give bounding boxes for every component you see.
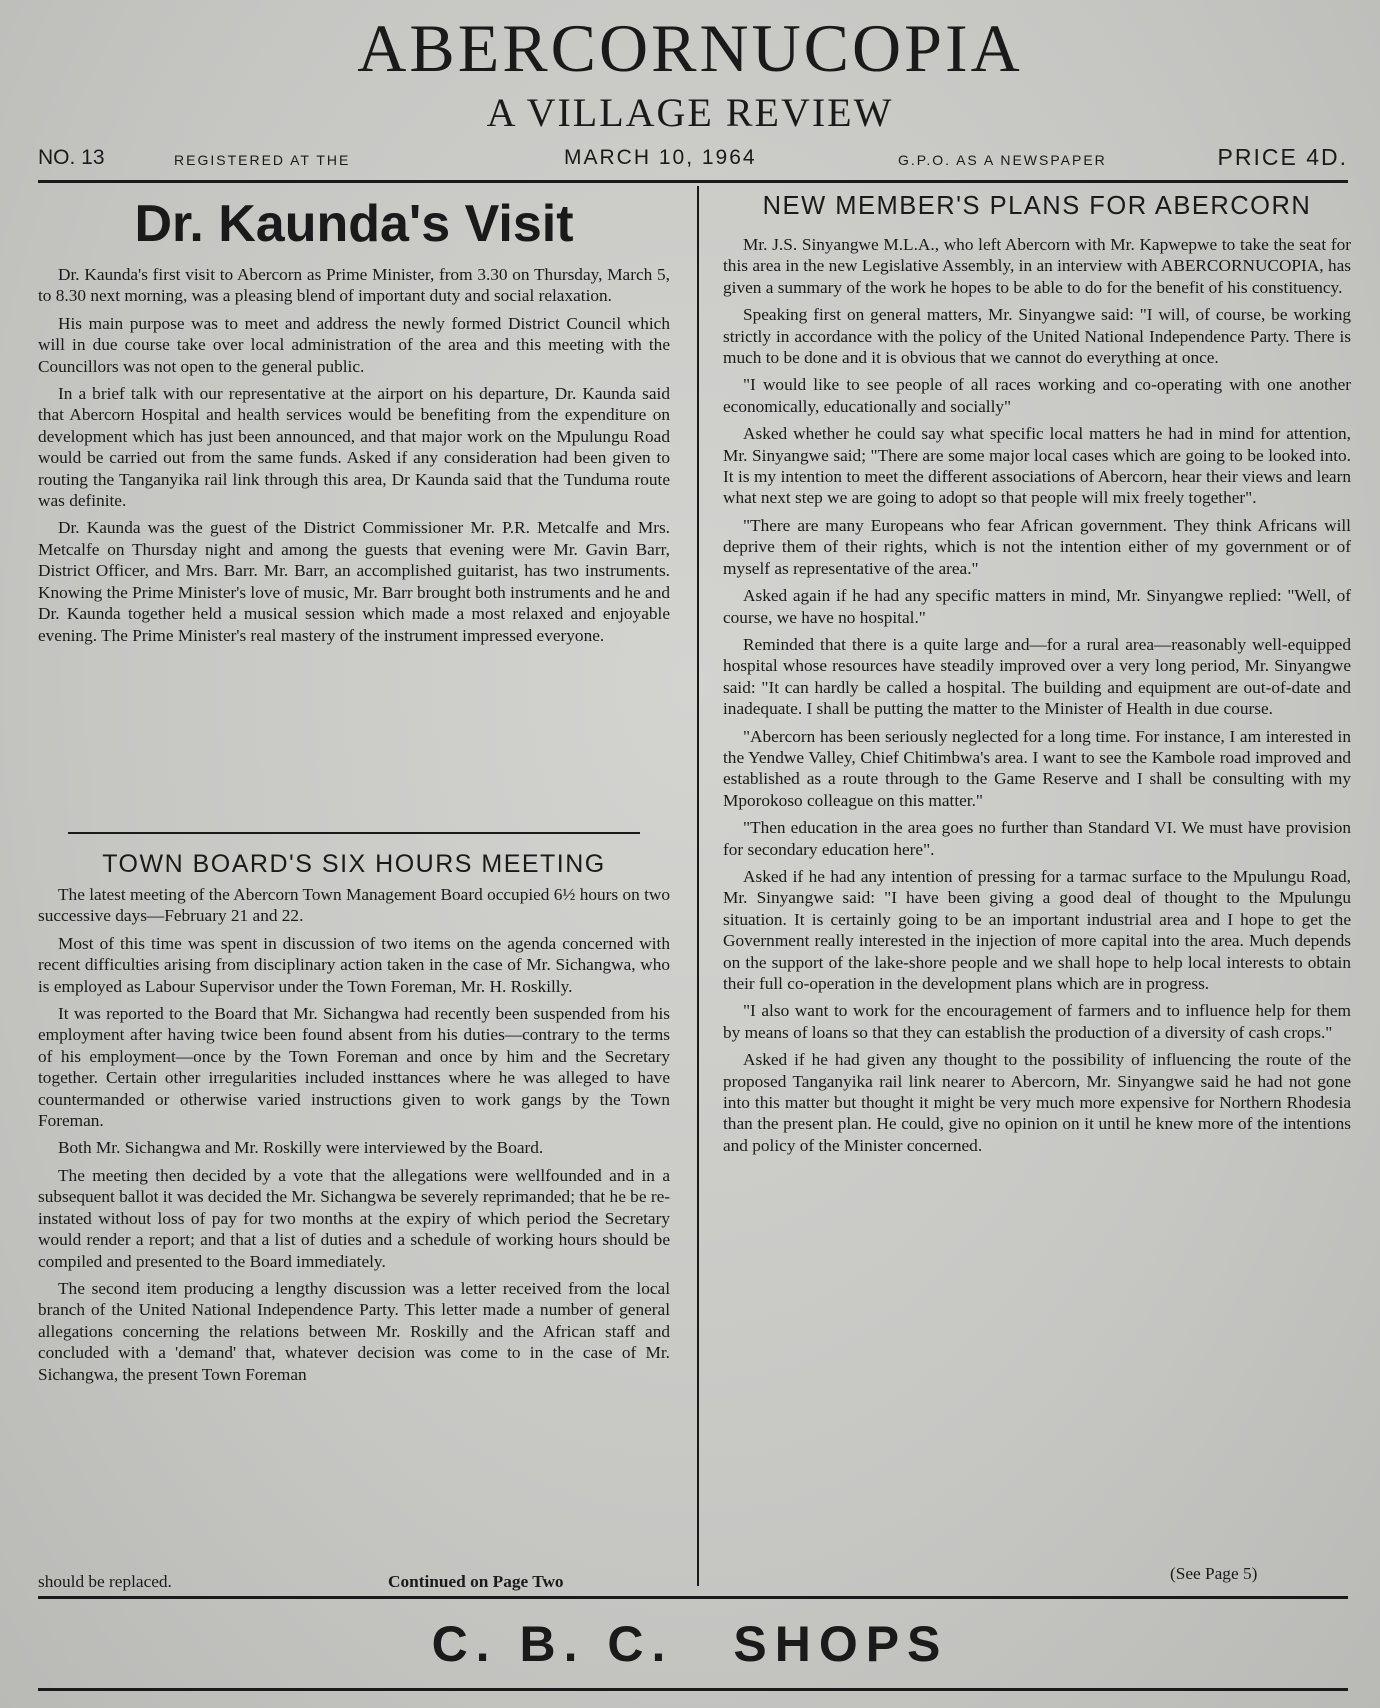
townboard-last-line: should be replaced. (38, 1572, 172, 1591)
issue-date: MARCH 10, 1964 (564, 146, 757, 169)
gpo-note: G.P.O. AS A NEWSPAPER (898, 152, 1107, 168)
footer-bottom-rule (38, 1688, 1348, 1691)
member-article-body (723, 234, 1351, 1156)
kaunda-headline: Dr. Kaunda's Visit (134, 195, 574, 253)
footer-top-rule (38, 1596, 1348, 1599)
kaunda-article-body (38, 264, 670, 646)
kaunda-paragraph: Dr. Kaunda's first visit to Abercorn as Prime Minister, from 3.30 on Thursday, March 5, to 8.30 next morning, was a pleasing blend of important duty and social relaxation. (38, 265, 670, 306)
issue-number: NO. 13 (38, 146, 105, 169)
member-paragraph: Asked if he had any intention of pressing for a tarmac surface to the Mpulungu Road, Mr. Sinyangwe said: "I have been giving a good deal of thought to the Mpulungu situation. It is certainly going to be an important industrial area and I hope to get the Government really interested in the injection of more capital into the area. Much depends on the support of the lake-shore people and we shall hope to help local interests to obtain their full co-operation in the development plans which are in progress. (723, 866, 1351, 993)
townboard-paragraph: The second item producing a lengthy discussion was a letter received from the local branch of the United National Independence Party. This letter made a number of general allegations concerning the relations between Mr. Roskilly and the African staff and concluded with a 'demand' that, whatever decision was come to in the case of Mr. Sichangwa, the present Town Foreman (38, 1278, 670, 1384)
townboard-headline: TOWN BOARD'S SIX HOURS MEETING (102, 850, 606, 878)
continued-on-page-link[interactable]: Continued on Page Two (388, 1572, 564, 1591)
townboard-article-body (38, 884, 670, 1385)
kaunda-paragraph: In a brief talk with our representative at the airport on his departure, Dr. Kaunda said that Abercorn Hospital and health services would be benefiting from the expenditure on development which has just been announced, and that major work on the Mpulungu Road would be carried out from the same funds. Asked if any consideration had been given to routing the Tanganyika rail link through this area, Dr Kaunda said that the Tunduma route was definite. (38, 384, 670, 511)
ad-brand: C. B. C. (431, 1616, 674, 1672)
townboard-paragraph: The latest meeting of the Abercorn Town Management Board occupied 6½ hours on two successive days—February 21 and 22. (38, 885, 670, 926)
member-paragraph: Reminded that there is a quite large and—for a rural area—reasonably well-equipped hospital whose resources have steadily improved over a very long period, Mr. Sinyangwe said: "It can hardly be called a hospital. The building and equipment are out-of-date and inadequate. I shall be putting the matter to the Minister of Health in due course. (723, 634, 1351, 719)
member-paragraph: "Then education in the area goes no further than Standard VI. We must have provision for secondary education here". (723, 818, 1351, 859)
footer-advertisement (0, 1612, 1380, 1676)
member-paragraph: Asked again if he had any specific matters in mind, Mr. Sinyangwe replied: "Well, of course, we have no hospital." (723, 586, 1351, 627)
column-divider (697, 186, 699, 1586)
continued-line (38, 1572, 670, 1592)
ad-shops: SHOPS (733, 1616, 949, 1672)
member-paragraph: "I also want to work for the encouragement of farmers and to influence help for them by means of loans so that they can establish the production of a diversity of cash crops." (723, 1001, 1351, 1042)
townboard-paragraph: The meeting then decided by a vote that the allegations were wellfounded and in a subsequent ballot it was decided the Mr. Sichangwa be severely reprimanded; that he be re-instated without loss of pay for two months at the expiry of which period the Secretary would render a report; and that a list of duties and a schedule of working hours should be compiled and presented to the Board immediately. (38, 1165, 670, 1271)
issue-info-bar (38, 142, 1348, 176)
member-headline: NEW MEMBER'S PLANS FOR ABERCORN (762, 192, 1312, 220)
member-paragraph: Mr. J.S. Sinyangwe M.L.A., who left Abercorn with Mr. Kapwepwe to take the seat for this area in the new Legislative Assembly, in an interview with ABERCORNUCOPIA, has given a summary of the work he hopes to be able to do for the benefit of his constituency. (723, 235, 1351, 297)
masthead-rule (38, 180, 1348, 183)
masthead-subtitle: A VILLAGE REVIEW (486, 90, 894, 135)
townboard-paragraph: It was reported to the Board that Mr. Sichangwa had recently been suspended from his employment after having twice been found absent from his duties—contrary to the terms of his employment—once by the Town Foreman and once by him and the Secretary together. Certain other irregularities included insttances where he was alleged to have countermanded or otherwise varied instructions given to work gangs by the Town Foreman. (38, 1004, 670, 1131)
registered-note: REGISTERED AT THE (174, 152, 351, 168)
masthead-title: ABERCORNUCOPIA (357, 10, 1023, 86)
member-paragraph: Asked if he had given any thought to the possibility of influencing the route of the proposed Tanganyika rail link nearer to Abercorn, Mr. Sinyangwe said he had not gone into this matter but thought it might be very much more expensive for Northern Rhodesia than the present plan. He could, give no opinion on it until he knew more of the intentions and policy of the Minister concerned. (723, 1050, 1351, 1155)
article-separator-rule (68, 832, 640, 834)
member-paragraph: Speaking first on general matters, Mr. Sinyangwe said: "I will, of course, be working strictly in accordance with the policy of the United National Independence Party. There is much to be done and it is obvious that we cannot do everything at once. (723, 305, 1351, 368)
issue-price: PRICE 4D. (1217, 144, 1348, 170)
townboard-paragraph: Most of this time was spent in discussion of two items on the agenda concerned with recent difficulties arising from disciplinary action taken in the case of Mr. Sichangwa, who is employed as Labour Supervisor under the Town Foreman, Mr. H. Roskilly. (38, 933, 670, 996)
kaunda-paragraph: His main purpose was to meet and address the newly formed District Council which will in due course take over local administration of the area and this meeting with the Councillors was not open to the general public. (38, 313, 670, 376)
member-paragraph: "Abercorn has been seriously neglected for a long time. For instance, I am interested in the Yendwe Valley, Chief Chitimbwa's area. I want to see the Kambole road improved and established as a route through to the Game Reserve and I shall be consulting with my Mporokoso colleague on this matter." (723, 726, 1351, 810)
townboard-paragraph: Both Mr. Sichangwa and Mr. Roskilly were interviewed by the Board. (58, 1138, 544, 1158)
see-page-reference[interactable]: (See Page 5) (1170, 1564, 1258, 1583)
kaunda-paragraph: Dr. Kaunda was the guest of the District Commissioner Mr. P.R. Metcalfe and Mrs. Metcalfe on Thursday night and among the guests that evening were Mr. Gavin Barr, District Officer, and Mrs. Barr. Mr. Barr, an accomplished guitarist, has two instruments. Knowing the Prime Minister's love of music, Mr. Barr brought both instruments and he and Dr. Kaunda together held a musical session which made a most relaxed and enjoyable evening. The Prime Minister's real mastery of the instrument impressed everyone. (38, 518, 670, 645)
member-paragraph: Asked whether he could say what specific local matters he had in mind for attention, Mr. Sinyangwe said; "There are some major local cases which are going to be looked into. It is my intention to meet the different associations of Abercorn, hear their views and learn what next step we are going to adopt so that people will mix freely together". (723, 424, 1351, 508)
member-paragraph: "There are many Europeans who fear African government. They think Africans will deprive them of their rights, which is not the intention either of my government or of myself as representative of the area." (723, 515, 1351, 578)
member-paragraph: "I would like to see people of all races working and co-operating with one another economically, educationally and socially" (723, 375, 1351, 416)
